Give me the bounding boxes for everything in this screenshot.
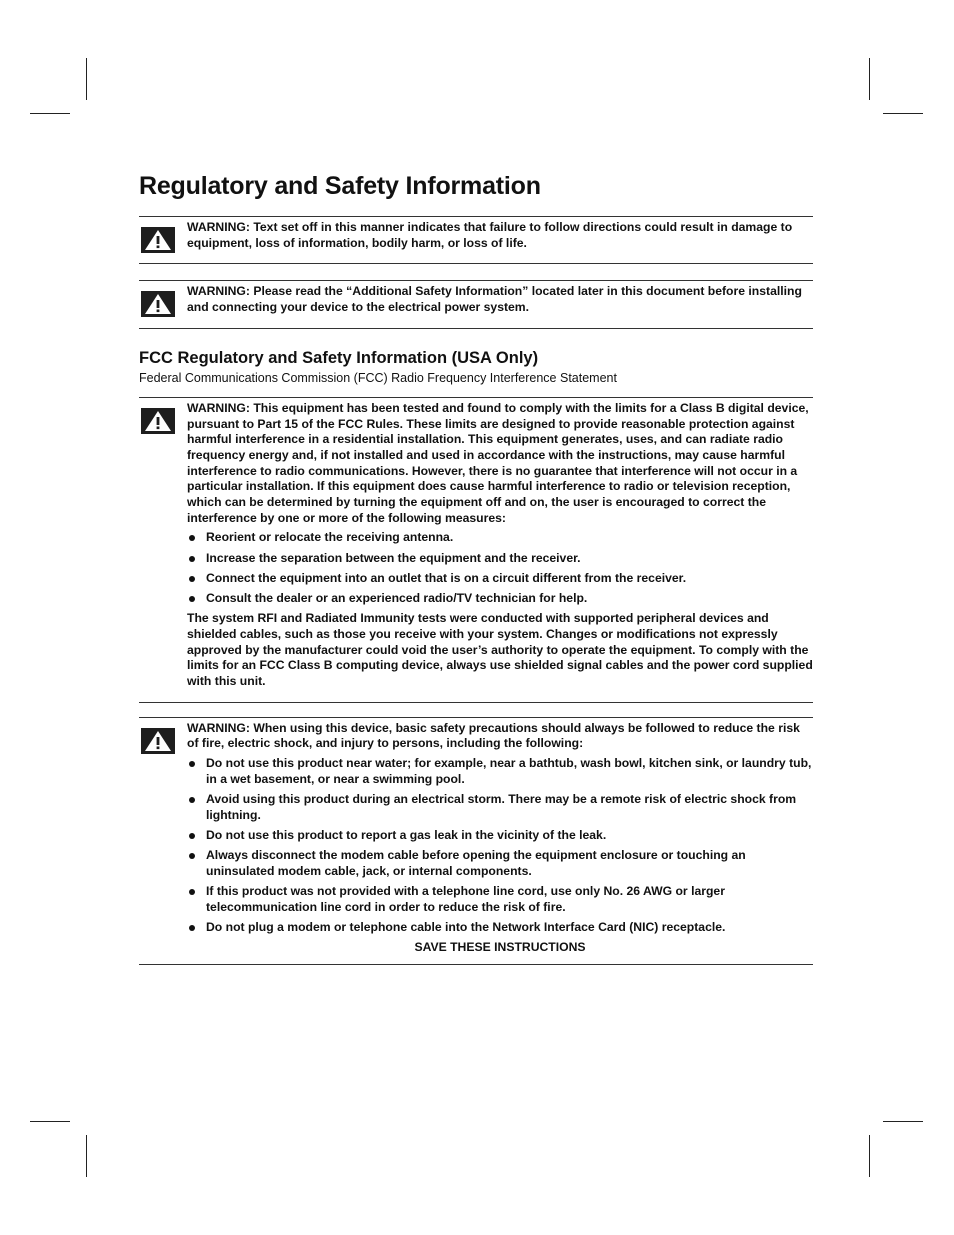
warning-label: WARNING:: [187, 400, 250, 415]
crop-mark: [30, 113, 70, 114]
list-item: Connect the equipment into an outlet that is on a circuit different from the receiver.: [187, 571, 813, 587]
crop-mark: [869, 58, 870, 100]
warning-label: WARNING:: [187, 220, 250, 234]
warning-text: [187, 284, 813, 315]
page-content: [139, 166, 813, 965]
warning-body: Please read the “Additional Safety Information” located later in this document before installing and connecting your device to the electrical power system.: [187, 284, 802, 315]
warning-box-fcc: [139, 397, 813, 703]
warning-triangle-icon: [141, 227, 175, 253]
warning-body: When using this device, basic safety precautions should always be followed to reduce the risk of fire, electric shock, and injury to persons, including the following:: [187, 720, 800, 751]
fcc-heading: FCC Regulatory and Safety Information (USA Only): [139, 348, 539, 367]
fcc-measures-list: [187, 530, 813, 606]
warning-triangle-icon: [141, 291, 175, 317]
warning-label: WARNING:: [187, 720, 250, 735]
warning-triangle-icon: [141, 728, 175, 754]
crop-mark: [883, 113, 923, 114]
crop-mark: [883, 1121, 923, 1122]
warning-triangle-icon: [141, 408, 175, 434]
warning-box-safety-precautions: [139, 717, 813, 965]
warning-text: [187, 401, 813, 527]
warning-text: [187, 721, 813, 752]
page-title: Regulatory and Safety Information: [139, 172, 541, 200]
list-item: Do not use this product near water; for example, near a bathtub, wash bowl, kitchen sink, or laundry tub, in a wet basement, or near a swimming pool.: [187, 756, 813, 787]
list-item: Reorient or relocate the receiving antenna.: [187, 530, 813, 546]
list-item: Consult the dealer or an experienced radio/TV technician for help.: [187, 591, 813, 607]
list-item: Avoid using this product during an electrical storm. There may be a remote risk of electric shock from lightning.: [187, 792, 813, 823]
safety-precautions-list: [187, 756, 813, 936]
save-instructions-footer: SAVE THESE INSTRUCTIONS: [414, 940, 586, 955]
warning-box-additional-safety: [139, 280, 813, 328]
warning-box-general: [139, 216, 813, 264]
warning-body: This equipment has been tested and found to comply with the limits for a Class B digital device, pursuant to Part 15 of the FCC Rules. These limits are designed to provide reasonable protection against harmful interference in a residential installation. This equipment generates, uses, and can radiate radio frequency energy and, if not installed and used in accordance with the instructions, may cause harmful interference to radio communications. However, there is no guarantee that interference will not occur in a particular installation. If this equipment does cause harmful interference to radio or television reception, which can be determined by turning the equipment off and on, the user is encouraged to correct the interference by one or more of the following measures:: [187, 400, 809, 525]
list-item: If this product was not provided with a telephone line cord, use only No. 26 AWG or larger telecommunication line cord in order to reduce the risk of fire.: [187, 884, 813, 915]
warning-text: [187, 220, 813, 251]
crop-mark: [86, 1135, 87, 1177]
list-item: Increase the separation between the equipment and the receiver.: [187, 551, 813, 567]
crop-mark: [86, 58, 87, 100]
crop-mark: [30, 1121, 70, 1122]
warning-body: Text set off in this manner indicates that failure to follow directions could result in damage to equipment, loss of information, bodily harm, or loss of life.: [187, 220, 793, 250]
list-item: Do not plug a modem or telephone cable into the Network Interface Card (NIC) receptacle.: [187, 920, 813, 936]
list-item: Do not use this product to report a gas leak in the vicinity of the leak.: [187, 828, 813, 844]
crop-mark: [869, 1135, 870, 1177]
warning-label: WARNING:: [187, 284, 250, 299]
fcc-closing-text: The system RFI and Radiated Immunity tests were conducted with supported peripheral devices and shielded cables, such as those you receive with your system. Changes or modifications not expressly approved by the manufacturer could void the user’s authority to operate the equipment. To comply with the limits for an FCC Class B computing device, always use shielded signal cables and the power cord supplied with this unit.: [187, 611, 813, 689]
fcc-subtitle: Federal Communications Commission (FCC) Radio Frequency Interference Statement: [139, 370, 617, 385]
list-item: Always disconnect the modem cable before opening the equipment enclosure or touching an uninsulated modem cable, jack, or internal components.: [187, 848, 813, 879]
